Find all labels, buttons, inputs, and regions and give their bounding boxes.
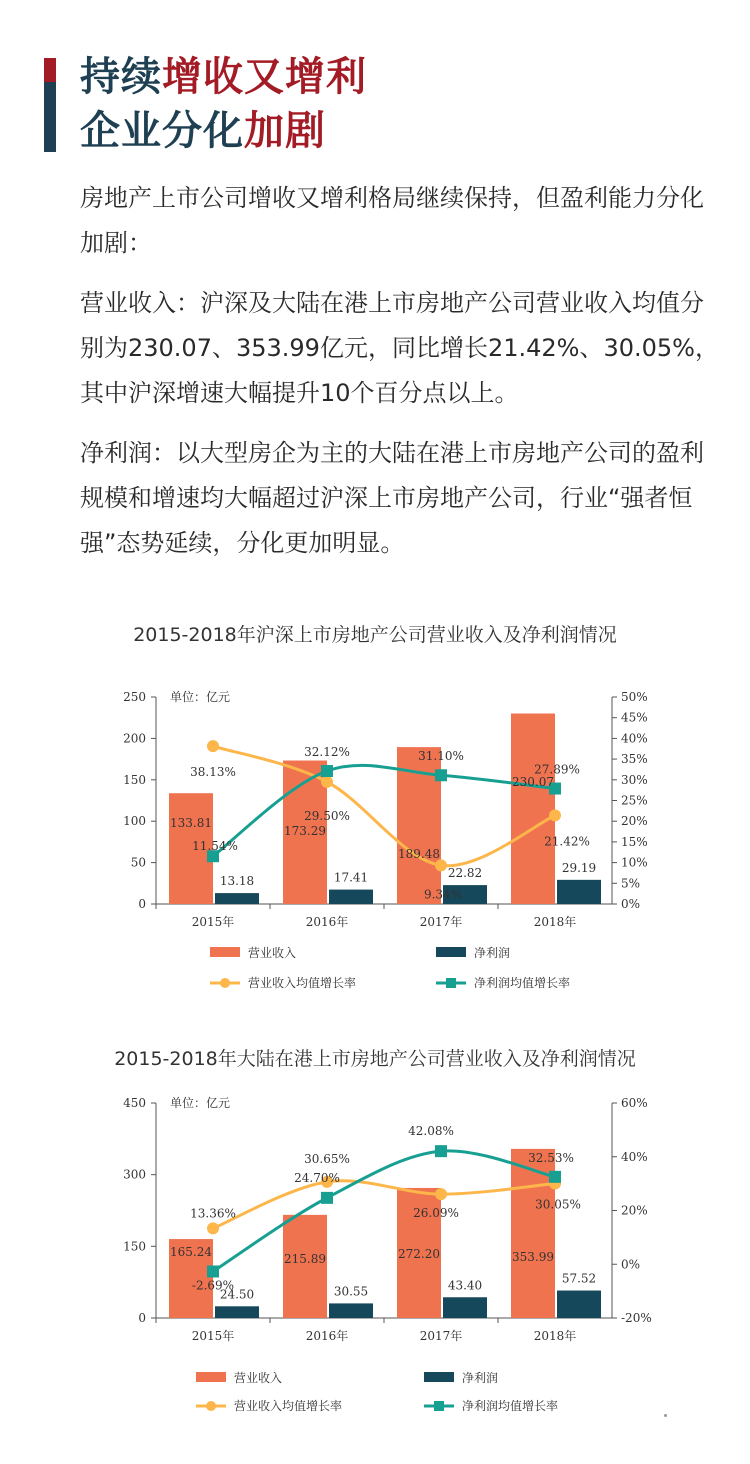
header-line-2 — [80, 108, 326, 154]
right-tick-label: 25% — [621, 793, 648, 808]
profit-growth-label: 31.10% — [418, 749, 464, 764]
revenue-data-label: 230.07 — [512, 775, 554, 789]
chart-1-title: 2015-2018年沪深上市房地产公司营业收入及净利润情况 — [133, 624, 617, 646]
profit-data-label: 29.19 — [561, 860, 597, 875]
unit-label: 单位：亿元 — [170, 690, 231, 704]
x-tick-label: 2016年 — [305, 915, 349, 929]
revenue-growth-label: 26.09% — [413, 1206, 459, 1221]
right-tick-label: 30% — [621, 772, 648, 787]
left-tick-label: 100 — [123, 814, 146, 829]
header-accent-red — [44, 58, 56, 82]
profit-data-label: 30.55 — [333, 1284, 369, 1299]
profit-growth-point — [549, 1171, 561, 1183]
legend-profit-growth-label: 净利润均值增长率 — [474, 976, 571, 990]
decorative-dot — [664, 1414, 667, 1417]
x-tick-label: 2016年 — [305, 1329, 349, 1343]
x-tick-label: 2017年 — [419, 1329, 463, 1343]
header-line-1-part-1: 持续 — [80, 54, 162, 100]
revenue-data-label: 272.20 — [398, 1247, 440, 1261]
revenue-bar — [511, 714, 555, 904]
profit-bar — [557, 1291, 601, 1318]
left-tick-label: 450 — [123, 1096, 146, 1110]
right-tick-label: 20% — [621, 1203, 648, 1218]
left-tick-label: 0 — [138, 897, 146, 911]
revenue-growth-point — [207, 1222, 219, 1234]
profit-growth-line — [213, 765, 555, 856]
profit-bar — [329, 890, 373, 904]
legend-revenue-label: 营业收入 — [248, 946, 297, 960]
revenue-data-label: 353.99 — [512, 1250, 554, 1264]
x-tick-label: 2015年 — [191, 1329, 235, 1343]
x-tick-label: 2017年 — [419, 915, 463, 929]
profit-growth-label: 27.89% — [534, 762, 580, 777]
profit-data-label: 24.50 — [219, 1287, 255, 1302]
revenue-growth-label: 9.34% — [423, 887, 463, 902]
right-tick-label: 35% — [621, 752, 648, 767]
chart-1 — [0, 672, 750, 1002]
right-tick-label: 50% — [621, 690, 648, 704]
revenue-data-label: 215.89 — [284, 1252, 326, 1266]
profit-bar — [215, 893, 259, 904]
revenue-growth-label: 29.50% — [304, 808, 350, 823]
right-tick-label: 40% — [621, 731, 648, 746]
right-tick-label: 0% — [621, 897, 641, 911]
legend-revenue-growth-label: 营业收入均值增长率 — [234, 1399, 343, 1413]
left-tick-label: 200 — [123, 731, 146, 746]
profit-growth-label: 24.70% — [294, 1170, 340, 1185]
profit-growth-label: -2.69% — [191, 1278, 235, 1293]
profit-growth-point — [321, 765, 333, 777]
revenue-paragraph: 营业收入：沪深及大陆在港上市房地产公司营业收入均值分别为230.07、353.99亿元，同比增长21.42%、30.05%，其中沪深增速大幅提升10个百分点以上。 — [80, 289, 719, 407]
x-tick-label: 2018年 — [533, 915, 577, 929]
revenue-growth-label: 30.65% — [304, 1151, 350, 1166]
right-tick-label: 40% — [621, 1149, 648, 1164]
profit-bar — [443, 1297, 487, 1318]
legend-profit-swatch — [436, 947, 466, 957]
right-tick-label: 45% — [621, 710, 648, 725]
revenue-growth-point — [435, 859, 447, 871]
revenue-growth-line — [213, 1181, 555, 1229]
revenue-growth-label: 13.36% — [190, 1206, 236, 1221]
profit-bar — [215, 1306, 259, 1318]
left-tick-label: 50 — [130, 855, 146, 870]
profit-data-label: 22.82 — [447, 866, 483, 881]
legend-revenue-label: 营业收入 — [234, 1371, 283, 1385]
revenue-growth-point — [207, 740, 219, 752]
profit-data-label: 13.18 — [219, 874, 255, 889]
legend-profit-growth-marker — [434, 1401, 444, 1411]
legend-revenue-swatch — [196, 1372, 226, 1382]
right-tick-label: 60% — [621, 1096, 648, 1110]
profit-growth-label: 11.54% — [192, 839, 238, 854]
profit-growth-label: 42.08% — [408, 1124, 454, 1139]
revenue-growth-point — [321, 776, 333, 788]
profit-growth-point — [435, 769, 447, 781]
header-line-2-part-1: 企业分化 — [80, 108, 244, 154]
legend-profit-swatch — [424, 1372, 454, 1382]
x-tick-label: 2018年 — [533, 1329, 577, 1343]
chart-2-title: 2015-2018年大陆在港上市房地产公司营业收入及净利润情况 — [114, 1048, 636, 1070]
header-line-1-part-2: 增收又增利 — [162, 54, 367, 100]
profit-growth-point — [321, 1192, 333, 1204]
left-tick-label: 150 — [123, 1239, 146, 1254]
right-tick-label: -20% — [621, 1311, 652, 1325]
profit-growth-point — [207, 1265, 219, 1277]
left-tick-label: 0 — [138, 1311, 146, 1325]
legend-revenue-growth-label: 营业收入均值增长率 — [248, 976, 357, 990]
unit-label: 单位：亿元 — [170, 1096, 231, 1110]
revenue-data-label: 133.81 — [170, 816, 212, 830]
right-tick-label: 0% — [621, 1257, 641, 1272]
legend-revenue-growth-marker — [206, 1401, 216, 1411]
right-tick-label: 5% — [621, 876, 641, 891]
legend-revenue-growth-marker — [220, 978, 230, 988]
intro-paragraph: 房地产上市公司增收又增利格局继续保持，但盈利能力分化加剧： — [80, 184, 704, 257]
legend-profit-growth-label: 净利润均值增长率 — [462, 1399, 559, 1413]
revenue-growth-line — [213, 746, 555, 866]
legend-profit-label: 净利润 — [462, 1371, 499, 1385]
profit-growth-label: 32.12% — [304, 745, 350, 760]
legend-profit-growth-marker — [446, 978, 456, 988]
right-tick-label: 20% — [621, 814, 648, 829]
revenue-growth-label: 30.05% — [535, 1197, 581, 1212]
profit-data-label: 43.40 — [447, 1278, 483, 1293]
revenue-growth-label: 21.42% — [544, 834, 590, 849]
header-line-2-part-2: 加剧 — [244, 108, 326, 154]
profit-paragraph: 净利润：以大型房企为主的大陆在港上市房地产公司的盈利规模和增速均大幅超过沪深上市房地产公司，行业“强者恒强”态势延续，分化更加明显。 — [80, 439, 704, 557]
revenue-bar — [283, 1215, 327, 1318]
left-tick-label: 250 — [123, 690, 146, 704]
left-tick-label: 300 — [123, 1167, 146, 1182]
profit-growth-label: 32.53% — [528, 1150, 574, 1165]
right-tick-label: 15% — [621, 834, 648, 849]
header-accent-dark — [44, 82, 56, 152]
revenue-data-label: 189.48 — [398, 847, 440, 861]
revenue-data-label: 173.29 — [284, 824, 326, 838]
x-tick-label: 2015年 — [191, 915, 235, 929]
profit-data-label: 57.52 — [561, 1271, 597, 1286]
profit-growth-point — [435, 1145, 447, 1157]
profit-bar — [557, 880, 601, 904]
profit-bar — [329, 1303, 373, 1318]
left-tick-label: 150 — [123, 772, 146, 787]
revenue-growth-label: 38.13% — [190, 765, 236, 780]
legend-revenue-swatch — [210, 947, 240, 957]
profit-data-label: 17.41 — [333, 870, 369, 885]
header-line-1 — [80, 54, 367, 100]
right-tick-label: 10% — [621, 855, 648, 870]
profit-growth-line — [213, 1151, 555, 1272]
revenue-growth-point — [549, 809, 561, 821]
revenue-growth-point — [435, 1188, 447, 1200]
revenue-data-label: 165.24 — [170, 1245, 212, 1259]
legend-profit-label: 净利润 — [474, 946, 511, 960]
chart-2 — [0, 1086, 750, 1426]
